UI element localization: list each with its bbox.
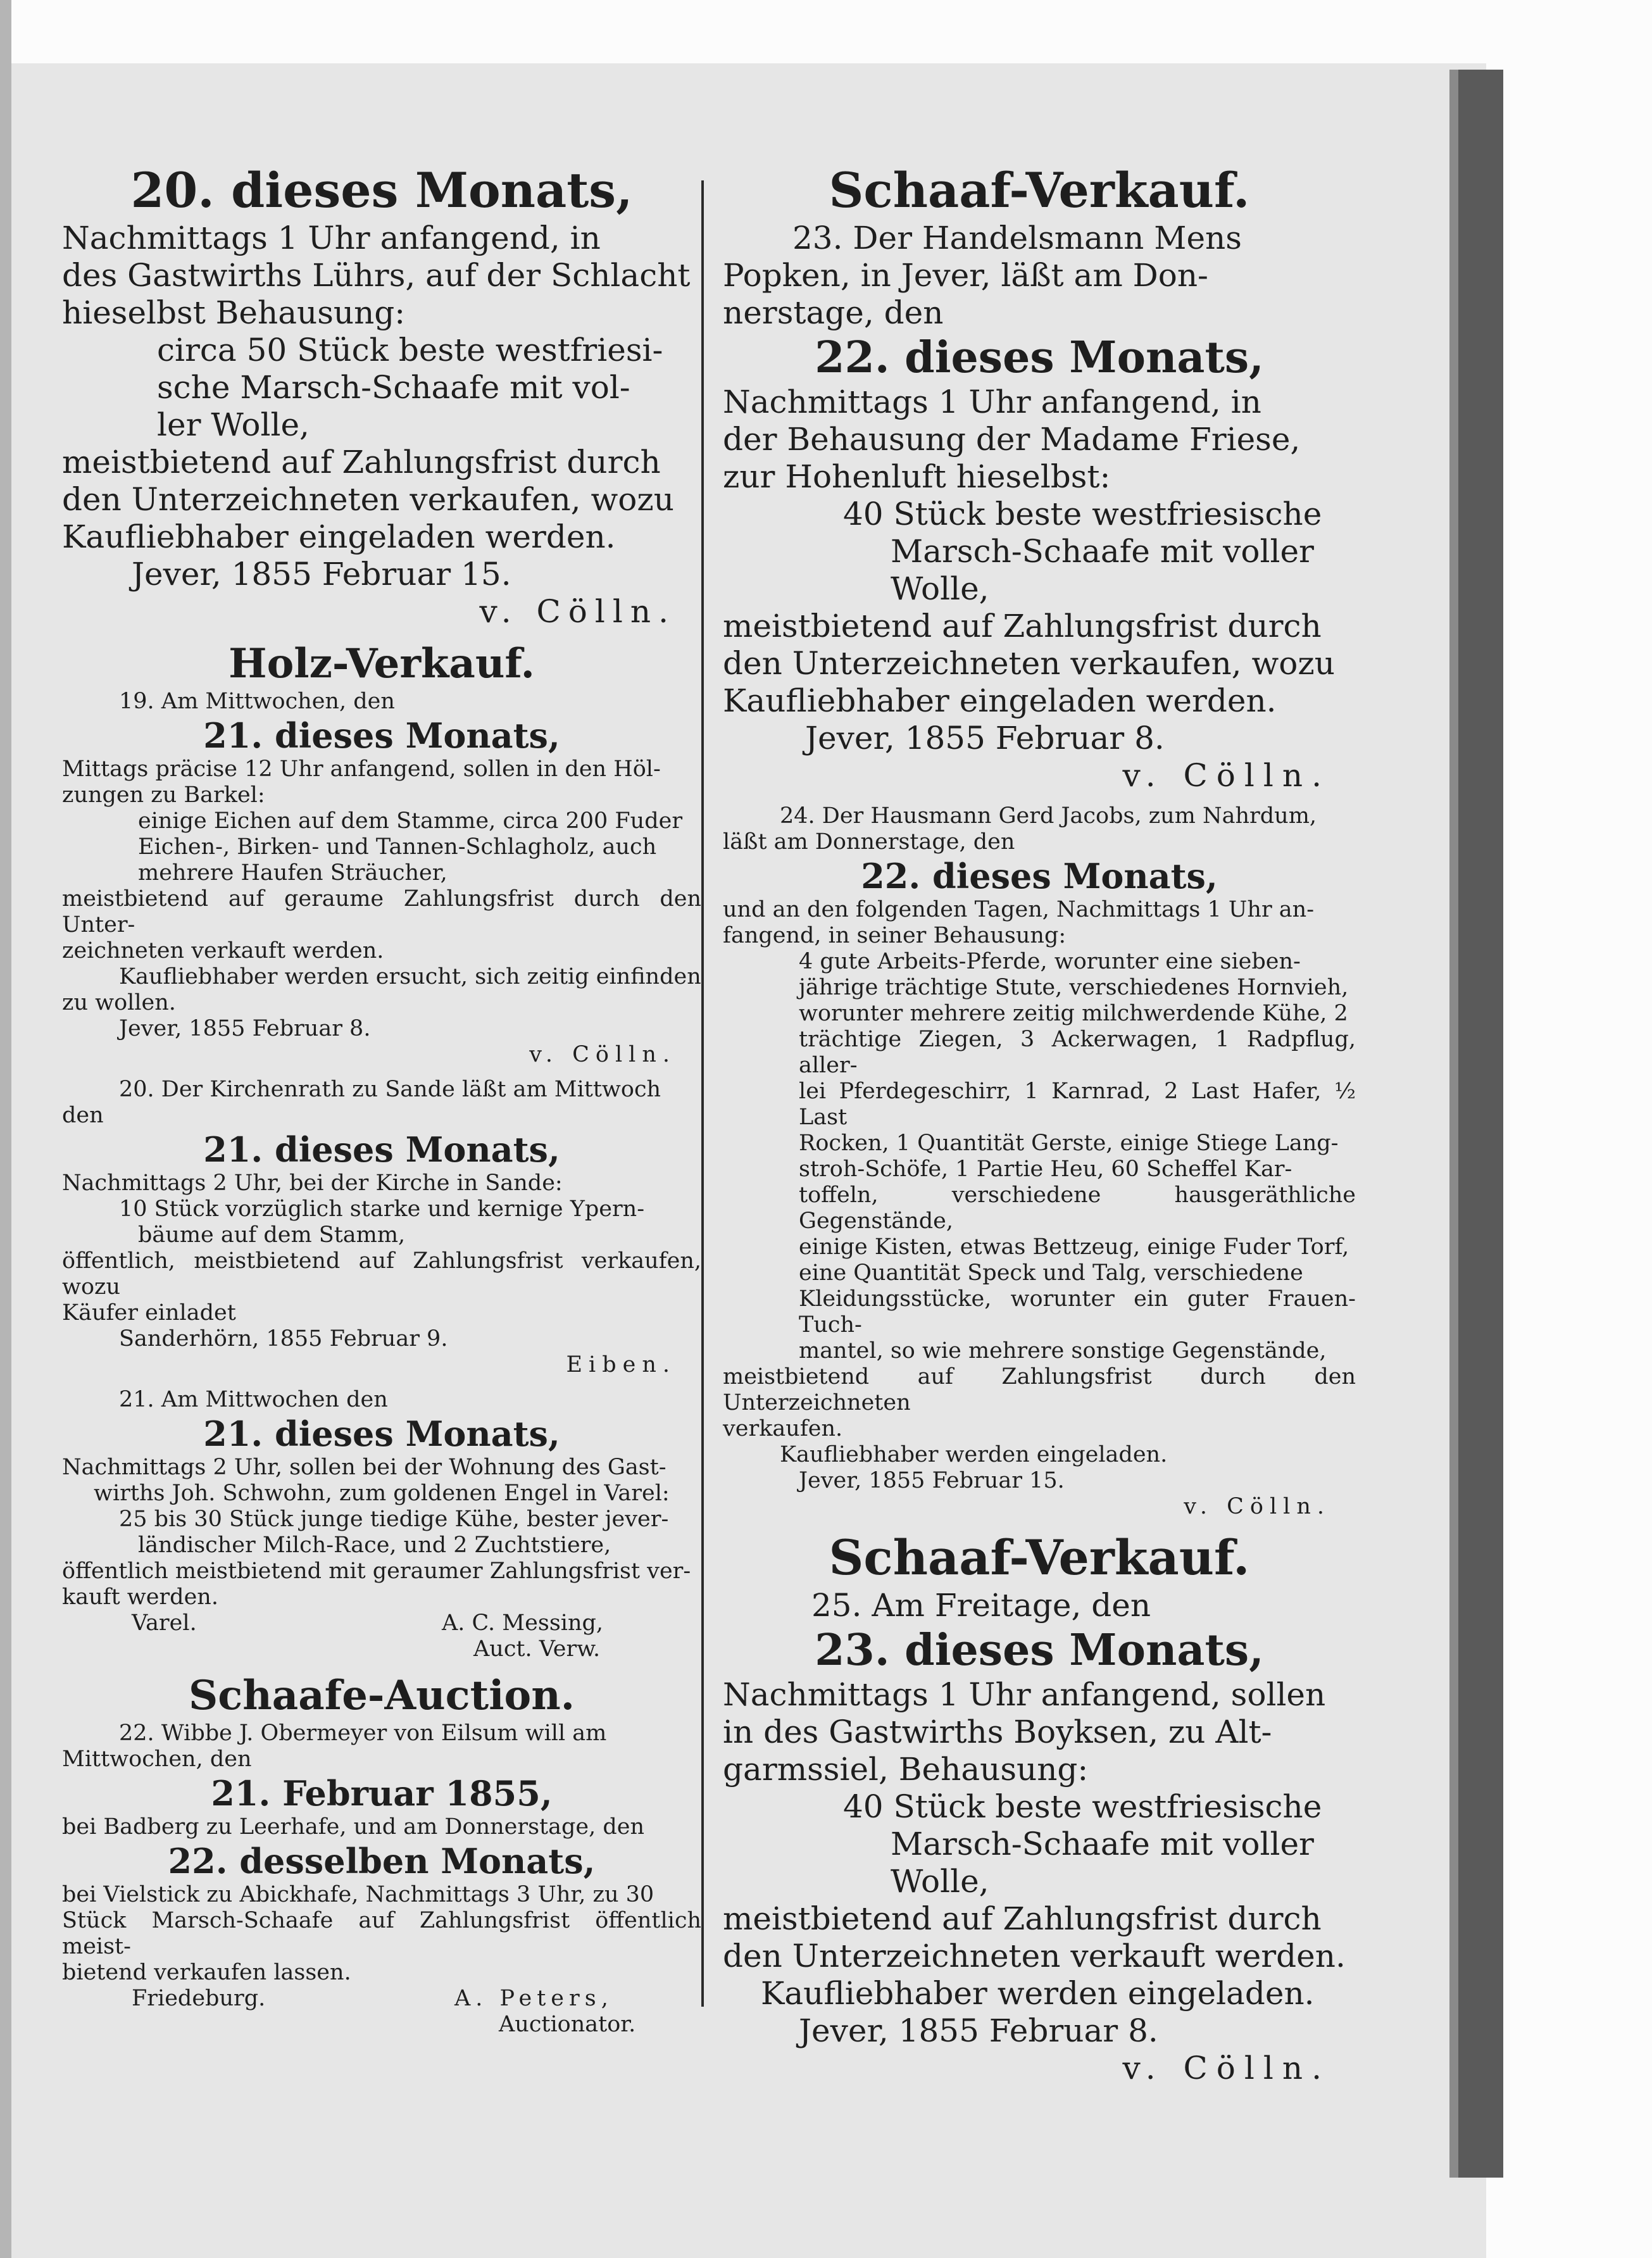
item-line: sche Marsch-Schaafe mit vol- — [157, 369, 630, 406]
item-line: 40 Stück beste westfriesische — [843, 1788, 1322, 1825]
place: Varel. — [132, 1610, 197, 1636]
notice-intro: 25. Am Freitage, den — [811, 1587, 1151, 1624]
body-line: öffentlich, meistbietend auf Zahlungsfrist verkaufen, wozu — [62, 1248, 701, 1300]
date-heading: 22. dieses Monats, — [815, 332, 1264, 383]
item-line: einige Eichen auf dem Stamme, circa 200 Fuder — [138, 808, 683, 834]
date-heading: 21. dieses Monats, — [203, 1414, 560, 1454]
item-line: Eichen-, Birken- und Tannen-Schlagholz, auch — [138, 834, 657, 860]
item-line: eine Quantität Speck und Talg, verschiedene — [799, 1260, 1303, 1286]
body-line: zu wollen. — [62, 990, 176, 1015]
page-left-shadow — [0, 0, 11, 2258]
signature: Eiben. — [566, 1352, 676, 1377]
body-line: des Gastwirths Lührs, auf der Schlacht — [62, 257, 691, 294]
item-line: worunter mehrere zeitig milchwerdende Kühe, 2 — [799, 1001, 1348, 1026]
body-line: meistbietend auf Zahlungsfrist durch den Unterzeichneten — [723, 1364, 1356, 1415]
body-line: in des Gastwirths Boyksen, zu Alt- — [723, 1714, 1272, 1750]
signature: A. C. Messing, — [442, 1610, 604, 1636]
item-line: Marsch-Schaafe mit voller — [891, 1826, 1314, 1862]
signature: v. Cölln. — [1122, 2050, 1330, 2086]
date-heading: 22. desselben Monats, — [168, 1841, 596, 1881]
body-line: Kaufliebhaber werden ersucht, sich zeitig einfinden — [119, 964, 701, 989]
body-line: bietend verkaufen lassen. — [62, 1960, 351, 1985]
body-line: Nachmittags 2 Uhr, bei der Kirche in Sande: — [62, 1170, 563, 1196]
item-line: bäume auf dem Stamm, — [138, 1222, 406, 1248]
body-line: bei Vielstick zu Abickhafe, Nachmittags 3 Uhr, zu 30 — [62, 1882, 654, 1907]
date-heading: 20. dieses Monats, — [130, 162, 633, 218]
notice-intro: 20. Der Kirchenrath zu Sande läßt am Mittwoch — [119, 1077, 661, 1102]
date-heading: 21. Februar 1855, — [211, 1773, 553, 1814]
signature: v. Cölln. — [1122, 757, 1330, 794]
item-line: mantel, so wie mehrere sonstige Gegenstände, — [799, 1338, 1327, 1364]
notice-title: Holz-Verkauf. — [228, 640, 535, 687]
body-line: Käufer einladet — [62, 1300, 236, 1326]
signature-title: Auctionator. — [499, 2012, 636, 2037]
signature: v. Cölln. — [1184, 1494, 1330, 1519]
body-line: kauft werden. — [62, 1584, 218, 1610]
body-line: zungen zu Barkel: — [62, 782, 265, 808]
notice-intro: 19. Am Mittwochen, den — [119, 689, 395, 714]
notice-intro: nerstage, den — [723, 294, 944, 331]
item-line: trächtige Ziegen, 3 Ackerwagen, 1 Radpflug, aller- — [799, 1027, 1356, 1078]
body-line: verkaufen. — [723, 1416, 843, 1441]
notice-schaafe-auction — [62, 1671, 701, 2038]
date-line: Sanderhörn, 1855 Februar 9. — [119, 1326, 448, 1352]
body-line: meistbietend auf Zahlungsfrist durch — [723, 608, 1322, 644]
notice-intro: 21. Am Mittwochen den — [119, 1387, 388, 1412]
notice-kuehe-varel — [62, 1387, 701, 1662]
notice-gerd-jacobs — [723, 803, 1356, 1520]
item-line: 40 Stück beste westfriesische — [843, 496, 1322, 532]
item-line: 4 gute Arbeits-Pferde, worunter eine sieben- — [799, 949, 1301, 974]
item-line: Wolle, — [891, 570, 989, 607]
notice-intro: den — [62, 1103, 104, 1128]
body-line: hieselbst Behausung: — [62, 294, 406, 331]
body-line: der Behausung der Madame Friese, — [723, 421, 1301, 458]
item-line: ler Wolle, — [157, 406, 310, 443]
item-line: 25 bis 30 Stück junge tiedige Kühe, bester jever- — [119, 1507, 669, 1532]
item-line: mehrere Haufen Sträucher, — [138, 860, 447, 886]
body-line: Mittags präcise 12 Uhr anfangend, sollen in den Höl- — [62, 756, 661, 782]
date-heading: 23. dieses Monats, — [815, 1625, 1264, 1676]
notice-title: Schaafe-Auction. — [189, 1672, 575, 1719]
body-line: und an den folgenden Tagen, Nachmittags 1 Uhr an- — [723, 897, 1315, 922]
body-line: zur Hohenluft hieselbst: — [723, 458, 1111, 495]
body-line: garmssiel, Behausung: — [723, 1751, 1089, 1788]
body-line: zeichneten verkauft werden. — [62, 938, 384, 963]
body-line: Nachmittags 1 Uhr anfangend, sollen — [723, 1676, 1326, 1713]
item-line: 10 Stück vorzüglich starke und kernige Ypern- — [119, 1196, 645, 1222]
body-line: Nachmittags 2 Uhr, sollen bei der Wohnung des Gast- — [62, 1455, 666, 1480]
notice-schaaf-verkauf-boyksen — [723, 1529, 1356, 2087]
notice-title: Schaaf-Verkauf. — [829, 1529, 1250, 1586]
signature: v. Cölln. — [479, 593, 676, 630]
body-line: fangend, in seiner Behausung: — [723, 923, 1067, 948]
item-line: circa 50 Stück beste westfriesi- — [157, 332, 663, 368]
notice-intro: 23. Der Handelsmann Mens — [792, 220, 1242, 256]
notice-schaaf-verkauf-popken — [723, 161, 1356, 794]
item-line: Kleidungsstücke, worunter ein guter Frauen-Tuch- — [799, 1286, 1356, 1338]
date-line: Jever, 1855 Februar 8. — [799, 2012, 1158, 2049]
signature: v. Cölln. — [529, 1042, 676, 1067]
notice-intro: läßt am Donnerstage, den — [723, 829, 1015, 855]
body-line: meistbietend auf Zahlungsfrist durch — [62, 444, 661, 480]
body-line: wirths Joh. Schwohn, zum goldenen Engel in Varel: — [94, 1481, 670, 1506]
notice-intro: Mittwochen, den — [62, 1747, 252, 1772]
notice-intro: Popken, in Jever, läßt am Don- — [723, 257, 1208, 294]
item-line: stroh-Schöfe, 1 Partie Heu, 60 Scheffel Kar- — [799, 1157, 1292, 1182]
item-line: jährige trächtige Stute, verschiedenes Hornvieh, — [799, 975, 1349, 1000]
body-line: meistbietend auf Zahlungsfrist durch — [723, 1900, 1322, 1937]
notice-intro: 22. Wibbe J. Obermeyer von Eilsum will am — [119, 1721, 607, 1746]
date-line: Jever, 1855 Februar 15. — [132, 556, 511, 593]
item-line: lei Pferdegeschirr, 1 Karnrad, 2 Last Hafer, ½ Last — [799, 1079, 1356, 1130]
item-line: ländischer Milch-Race, und 2 Zuchtstiere, — [138, 1533, 611, 1558]
date-line: Jever, 1855 Februar 8. — [805, 720, 1165, 756]
body-line: Nachmittags 1 Uhr anfangend, in — [723, 384, 1261, 420]
date-heading: 21. dieses Monats, — [203, 715, 560, 756]
item-line: toffeln, verschiedene hausgeräthliche Gegenstände, — [799, 1182, 1356, 1234]
body-line: Kaufliebhaber werden eingeladen. — [761, 1975, 1315, 2012]
signature: A. Peters, — [454, 1986, 613, 2011]
notice-intro: 24. Der Hausmann Gerd Jacobs, zum Nahrdum, — [780, 803, 1317, 829]
notice-kirchenrath-sande — [62, 1077, 701, 1378]
item-line: Rocken, 1 Quantität Gerste, einige Stiege Lang- — [799, 1131, 1339, 1156]
body-line: Stück Marsch-Schaafe auf Zahlungsfrist öffentlich meist- — [62, 1908, 701, 1959]
body-line: Kaufliebhaber eingeladen werden. — [62, 518, 616, 555]
body-line: meistbietend auf geraume Zahlungsfrist durch den Unter- — [62, 886, 701, 938]
date-heading: 21. dieses Monats, — [203, 1129, 560, 1170]
item-line: Wolle, — [891, 1863, 989, 1900]
date-heading: 22. dieses Monats, — [861, 856, 1218, 896]
item-line: einige Kisten, etwas Bettzeug, einige Fuder Torf, — [799, 1234, 1349, 1260]
body-line: Kaufliebhaber werden eingeladen. — [780, 1442, 1168, 1467]
notice-schaafe-luehrs — [62, 161, 701, 630]
item-line: Marsch-Schaafe mit voller — [891, 533, 1314, 570]
body-line: Nachmittags 1 Uhr anfangend, in — [62, 220, 601, 256]
left-column — [62, 161, 701, 2038]
place: Friedeburg. — [132, 1986, 266, 2011]
body-line: den Unterzeichneten verkauft werden. — [723, 1938, 1346, 1974]
body-line: öffentlich meistbietend mit geraumer Zahlungsfrist ver- — [62, 1559, 691, 1584]
notice-title: Schaaf-Verkauf. — [829, 162, 1250, 218]
right-column — [723, 161, 1356, 2087]
body-line: den Unterzeichneten verkaufen, wozu — [62, 481, 674, 518]
notice-holz-verkauf — [62, 639, 701, 1068]
body-line: bei Badberg zu Leerhafe, und am Donnerstage, den — [62, 1814, 645, 1840]
date-line: Jever, 1855 Februar 8. — [119, 1016, 371, 1041]
date-line: Jever, 1855 Februar 15. — [799, 1468, 1065, 1493]
signature-title: Auct. Verw. — [473, 1636, 601, 1662]
body-line: den Unterzeichneten verkaufen, wozu — [723, 645, 1335, 682]
body-line: Kaufliebhaber eingeladen werden. — [723, 682, 1277, 719]
